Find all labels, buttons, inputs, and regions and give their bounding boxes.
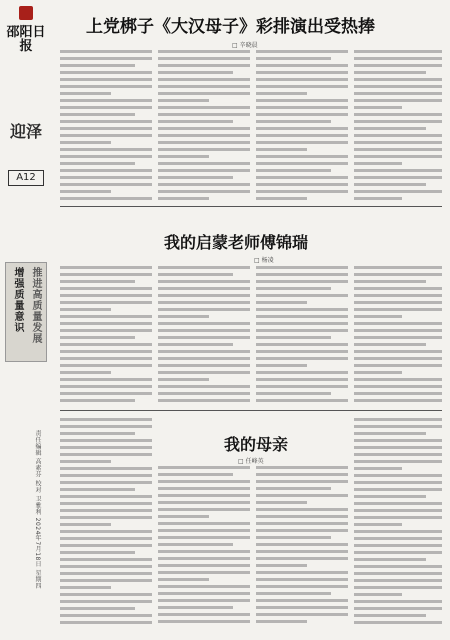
- masthead-name: 邵阳日报: [6, 25, 46, 54]
- article-2-col-1: [60, 266, 152, 406]
- article-1-col-2: [158, 50, 250, 200]
- masthead-seal-icon: [19, 6, 33, 20]
- article-1-col-3: [256, 50, 348, 200]
- article-1-col-1: [60, 50, 152, 200]
- article-1-col-4: [354, 50, 442, 200]
- article-3-col-1: [60, 418, 152, 634]
- article-3-col-2: [158, 466, 250, 634]
- article-2-title: 我的启蒙老师傅锦瑞: [164, 233, 309, 252]
- article-3-title: 我的母亲: [224, 435, 289, 454]
- article-2-col-4: [354, 266, 442, 406]
- article-3-col-3: [256, 466, 348, 634]
- article-2-author: □ 杨凌: [254, 255, 274, 264]
- slogan-line-1: 增强质量意识: [12, 267, 23, 333]
- main-content: [56, 0, 446, 640]
- slogan-line-2: 推进高质量发展: [30, 267, 41, 344]
- article-3-col-4: [354, 418, 442, 634]
- divider-2: [60, 410, 442, 411]
- section-name: 迎泽: [9, 122, 42, 141]
- masthead: [4, 6, 48, 54]
- article-1-title: 上党梆子《大汉母子》彩排演出受热捧: [86, 17, 375, 37]
- article-1-author: □ 辛晓晨: [232, 40, 258, 49]
- left-sidebar: [0, 0, 52, 640]
- slogan-box: [5, 262, 47, 362]
- page-number: A12: [8, 170, 44, 186]
- article-2-col-3: [256, 266, 348, 406]
- article-3-author: □ 任峰英: [238, 456, 264, 465]
- article-2-col-2: [158, 266, 250, 406]
- dateline: 责任编辑 高素芬 校对 卫雅利 2024年7月18日 星期四: [34, 430, 41, 590]
- divider-1: [60, 206, 442, 207]
